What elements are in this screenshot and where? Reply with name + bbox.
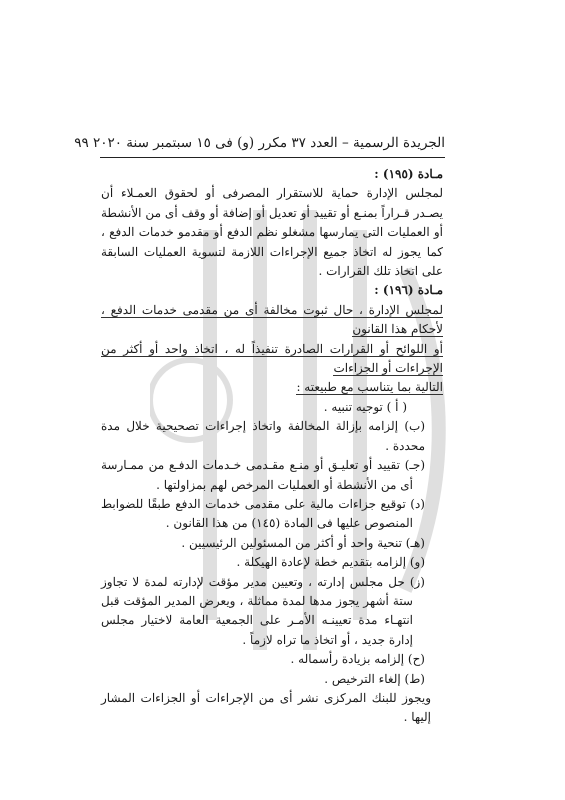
article-196-intro-line-1 (101, 301, 443, 340)
article-195-heading: مـادة (١٩٥) : (374, 167, 443, 181)
list-item: (و) إلزامه بتقديم خطة لإعادة الهيكلة . (236, 555, 425, 570)
list-item: (د) توقيع جزاءات مالية على مقدمى خدمات الدفع طبقًا للضوابط المنصوص عليها فى المادة (١٤٥) من هذا القانون . (101, 496, 425, 531)
underlined-text: لمجلس الإدارة ، حال ثبوت مخالفة أى من مقدمى خدمات الدفع ، لأحكام هذا القانون (101, 302, 443, 337)
list-item: (ط) إلغاء الترخيص . (324, 671, 425, 686)
list-item: (هـ) تنحية واحد أو أكثر من المسئولين الرئيسيين . (181, 535, 425, 550)
list-item: (جـ) تقييد أو تعليـق أو منـع مقـدمى خـدمات الدفـع من ممـارسة أى من الأنشطة أو العمليات المرخص لهم بمزاولتها . (101, 458, 425, 492)
list-item: (ب) إلزامه بإزالة المخالفة واتخاذ إجراءات تصحيحية خلال مدة محددة . (101, 419, 425, 453)
page-header: الجريدة الرسمية – العدد ٣٧ مكرر (و) فى ١٥ سبتمبر سنة ٢٠٢٠ ٩٩ (74, 135, 445, 151)
underlined-text: التالية بما يتناسب مع طبيعته : (296, 380, 443, 395)
list-item: (ح) إلزامه بزيادة رأسماله . (290, 652, 425, 667)
document-body (101, 165, 443, 728)
list-item: (ز) حل مجلس إدارته ، وتعيين مدير مؤقت لإدارته لمدة لا تجاوز ستة أشهر يجوز مدها لمدة مماثلة ، ويعرض المدير المؤقت قبل انتهـاء مدة تعيينـه الأمـر على الجمعية العامة لاختيار مجلس إدارة جديد ، أو اتخاذ ما تراه لازماً . (101, 574, 425, 647)
article-196-intro-line-3 (101, 378, 443, 397)
list-item: ( أ ) توجيه تنبيه . (323, 399, 407, 414)
article-196-heading: مـادة (١٩٦) : (374, 283, 443, 298)
underlined-text: أو اللوائح أو القرارات الصادرة تنفيذاً له ، اتخاذ واحد أو أكثر من الإجراءات أو الجزاءات (101, 341, 443, 376)
header-divider (100, 157, 445, 158)
article-196-intro-line-2 (101, 340, 443, 379)
article-196-final: ويجوز للبنك المركزى نشر أى من الإجراءات أو الجزاءات المشار إليها . (101, 690, 431, 725)
article-195-text: لمجلس الإدارة حماية للاستقرار المصرفى أو لحقوق العمـلاء أن يصـدر قـراراً بمنـع أو تقييد أو تعديل أو إضافة أو وقف أى من الأنشطة أو العمليات التى يمارسها مشغلو نظم الدفع أو مقدمو خدمات الدفع ، كما يجوز له اتخاذ جميع الإجراءات اللازمة لتسوية العمليات السابقة على اتخاذ تلك القرارات . (101, 186, 443, 279)
